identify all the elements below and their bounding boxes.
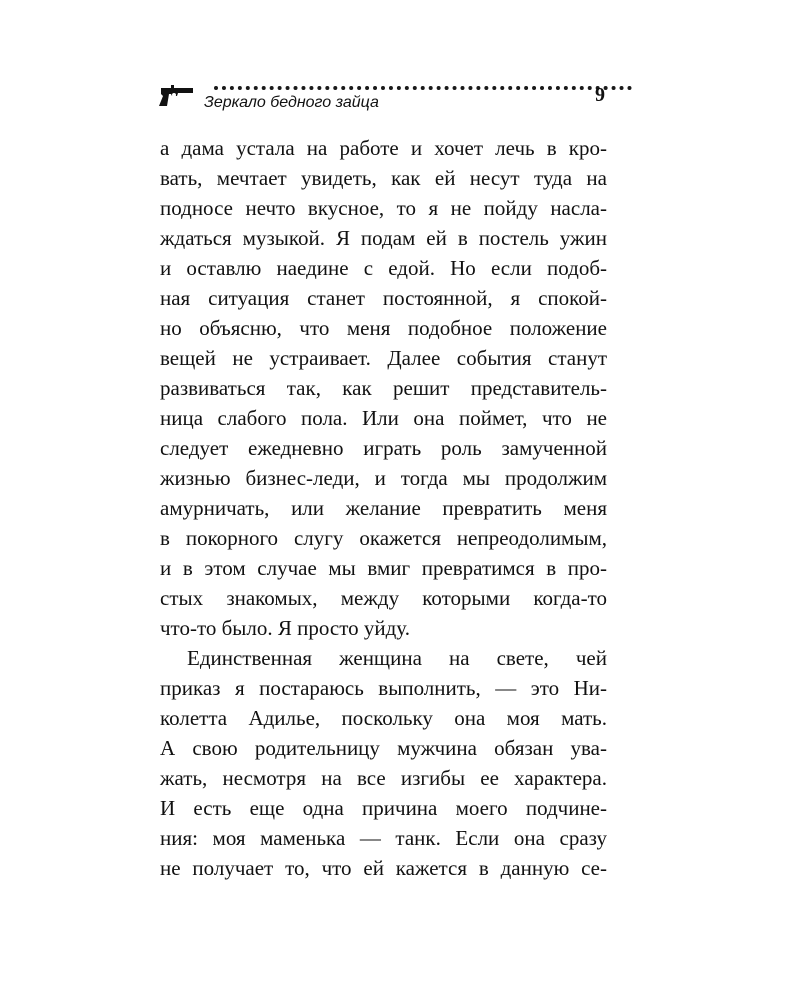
text-line: колетта Адилье, поскольку она моя мать.	[160, 706, 607, 730]
text-line: вать, мечтает увидеть, как ей несут туда на	[160, 166, 607, 190]
text-line: а дама устала на работе и хочет лечь в кро-	[160, 136, 607, 160]
text-line: жизнью бизнес-леди, и тогда мы продолжим	[160, 466, 607, 490]
text-line: ная ситуация станет постоянной, я спокой-	[160, 286, 607, 310]
text-line: Единственная женщина на свете, чей	[187, 646, 607, 670]
text-line: вещей не устраивает. Далее события станут	[160, 346, 607, 370]
text-line: не получает то, что ей кажется в данную се-	[160, 856, 607, 880]
text-line: стых знакомых, между которыми когда-то	[160, 586, 607, 610]
text-line: что-то было. Я просто уйду.	[160, 616, 410, 640]
text-line: и оставлю наедине с едой. Но если подоб-	[160, 256, 607, 280]
text-line: подносе нечто вкусное, то я не пойду насла-	[160, 196, 607, 220]
text-line: А свою родительницу мужчина обязан ува-	[160, 736, 607, 760]
running-header	[158, 78, 618, 118]
running-title: Зеркало бедного зайца	[204, 94, 379, 111]
text-line: ждаться музыкой. Я подам ей в постель ужин	[160, 226, 607, 250]
page-number: 9	[595, 84, 605, 106]
text-line: ница слабого пола. Или она поймет, что не	[160, 406, 607, 430]
text-line: следует ежедневно играть роль замученной	[160, 436, 607, 460]
body-text	[160, 133, 607, 883]
header-dotted-rule	[214, 86, 632, 90]
text-line: И есть еще одна причина моего подчине-	[160, 796, 607, 820]
paragraph	[160, 643, 607, 883]
text-line: развиваться так, как решит представитель-	[160, 376, 607, 400]
revolver-icon	[158, 84, 196, 108]
paragraph	[160, 133, 607, 643]
text-line: и в этом случае мы вмиг превратимся в про-	[160, 556, 607, 580]
text-line: ния: моя маменька — танк. Если она сразу	[160, 826, 607, 850]
text-line: в покорного слугу окажется непреодолимым,	[160, 526, 607, 550]
text-line: амурничать, или желание превратить меня	[160, 496, 607, 520]
text-line: приказ я постараюсь выполнить, — это Ни-	[160, 676, 607, 700]
text-line: жать, несмотря на все изгибы ее характера.	[160, 766, 607, 790]
text-line: но объясню, что меня подобное положение	[160, 316, 607, 340]
